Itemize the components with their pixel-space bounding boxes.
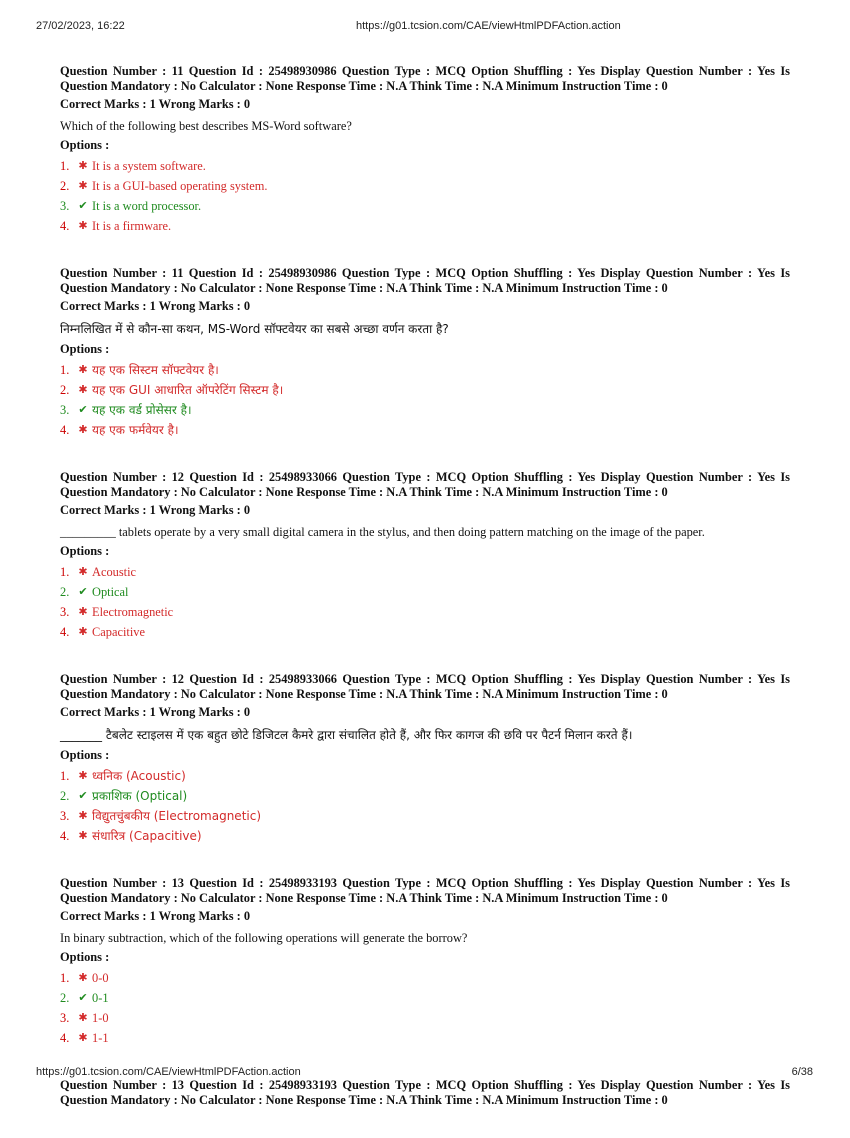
question-meta: Question Number : 13 Question Id : 25498933193 Question Type : MCQ Option Shuffling : Yes Display Question Number : Yes Is Question Mandatory : No Calculator : None Response Time : N.A Think Time : N.A Minimum Instruction Time : 0 [60, 1078, 790, 1107]
option-text: ध्वनिक (Acoustic) [92, 769, 186, 783]
cross-icon: ✱ [78, 364, 88, 376]
cross-icon: ✱ [78, 830, 88, 842]
page-header [0, 20, 850, 34]
option-item [60, 968, 790, 988]
option-number: 3. [60, 403, 70, 417]
option-text: Electromagnetic [92, 605, 174, 619]
options-label: Options : [60, 544, 110, 558]
cross-icon: ✱ [78, 384, 88, 396]
option-item [60, 582, 790, 602]
option-item [60, 562, 790, 582]
cross-icon: ✱ [78, 220, 88, 232]
option-text: Capacitive [92, 625, 145, 639]
option-item [60, 806, 790, 826]
option-text: 0-0 [92, 971, 109, 985]
option-item [60, 602, 790, 622]
option-number: 4. [60, 625, 70, 639]
option-item [60, 420, 790, 440]
question-marks: Correct Marks : 1 Wrong Marks : 0 [60, 909, 251, 923]
question-block [60, 876, 790, 1048]
option-number: 2. [60, 383, 70, 397]
option-text: Optical [92, 585, 129, 599]
option-text: It is a firmware. [92, 219, 172, 233]
option-item [60, 786, 790, 806]
option-item [60, 988, 790, 1008]
question-block [60, 64, 790, 236]
option-number: 1. [60, 565, 70, 579]
option-text: यह एक सिस्टम सॉफ्टवेयर है। [92, 363, 219, 377]
check-icon: ✔ [78, 790, 88, 802]
option-text: 1-0 [92, 1011, 109, 1025]
page-url: https://g01.tcsion.com/CAE/viewHtmlPDFAction.action [356, 20, 621, 32]
question-text: _______ टैबलेट स्टाइलस में एक बहुत छोटे डिजिटल कैमरे द्वारा संचालित होते हैं, और फिर कागज की छवि पर पैटर्न मिलान करते हैं। [60, 728, 633, 742]
cross-icon: ✱ [78, 180, 88, 192]
option-text: संधारित्र (Capacitive) [92, 829, 202, 843]
option-number: 2. [60, 789, 70, 803]
cross-icon: ✱ [78, 810, 88, 822]
question-meta: Question Number : 13 Question Id : 25498933193 Question Type : MCQ Option Shuffling : Yes Display Question Number : Yes Is Question Mandatory : No Calculator : None Response Time : N.A Think Time : N.A Minimum Instruction Time : 0 [60, 876, 790, 905]
option-item [60, 826, 790, 846]
footer-url: https://g01.tcsion.com/CAE/viewHtmlPDFAction.action [36, 1066, 301, 1078]
option-number: 4. [60, 1031, 70, 1045]
option-item [60, 766, 790, 786]
option-text: Acoustic [92, 565, 137, 579]
cross-icon: ✱ [78, 424, 88, 436]
option-item [60, 622, 790, 642]
question-block [60, 1078, 790, 1108]
options-label: Options : [60, 138, 110, 152]
option-number: 3. [60, 605, 70, 619]
question-text: निम्नलिखित में से कौन-सा कथन, MS-Word सॉफ्टवेयर का सबसे अच्छा वर्णन करता है? [60, 322, 449, 336]
cross-icon: ✱ [78, 626, 88, 638]
check-icon: ✔ [78, 586, 88, 598]
option-number: 2. [60, 179, 70, 193]
option-text: यह एक वर्ड प्रोसेसर है। [92, 403, 192, 417]
question-text: _________ tablets operate by a very small digital camera in the stylus, and then doing pattern matching on the image of the paper. [60, 525, 705, 539]
cross-icon: ✱ [78, 972, 88, 984]
option-item [60, 360, 790, 380]
options-label: Options : [60, 748, 110, 762]
cross-icon: ✱ [78, 1032, 88, 1044]
option-text: It is a GUI-based operating system. [92, 179, 268, 193]
cross-icon: ✱ [78, 566, 88, 578]
page-number: 6/38 [791, 1066, 813, 1078]
option-number: 2. [60, 991, 70, 1005]
options-label: Options : [60, 342, 110, 356]
option-number: 1. [60, 769, 70, 783]
question-marks: Correct Marks : 1 Wrong Marks : 0 [60, 299, 251, 313]
option-item [60, 1028, 790, 1048]
option-item [60, 380, 790, 400]
option-number: 3. [60, 1011, 70, 1025]
option-item [60, 156, 790, 176]
cross-icon: ✱ [78, 1012, 88, 1024]
option-number: 4. [60, 219, 70, 233]
question-block [60, 672, 790, 846]
option-number: 1. [60, 363, 70, 377]
question-block [60, 266, 790, 440]
question-marks: Correct Marks : 1 Wrong Marks : 0 [60, 705, 251, 719]
option-number: 3. [60, 199, 70, 213]
cross-icon: ✱ [78, 770, 88, 782]
question-marks: Correct Marks : 1 Wrong Marks : 0 [60, 97, 251, 111]
print-datetime: 27/02/2023, 16:22 [36, 20, 125, 32]
option-item [60, 196, 790, 216]
option-number: 4. [60, 423, 70, 437]
question-meta: Question Number : 12 Question Id : 25498933066 Question Type : MCQ Option Shuffling : Yes Display Question Number : Yes Is Question Mandatory : No Calculator : None Response Time : N.A Think Time : N.A Minimum Instruction Time : 0 [60, 470, 790, 499]
question-text: In binary subtraction, which of the following operations will generate the borrow? [60, 931, 468, 945]
cross-icon: ✱ [78, 160, 88, 172]
check-icon: ✔ [78, 992, 88, 1004]
cross-icon: ✱ [78, 606, 88, 618]
question-meta: Question Number : 11 Question Id : 25498930986 Question Type : MCQ Option Shuffling : Yes Display Question Number : Yes Is Question Mandatory : No Calculator : None Response Time : N.A Think Time : N.A Minimum Instruction Time : 0 [60, 266, 790, 295]
check-icon: ✔ [78, 404, 88, 416]
option-text: It is a word processor. [92, 199, 202, 213]
question-block [60, 470, 790, 642]
option-item [60, 400, 790, 420]
option-number: 1. [60, 159, 70, 173]
question-meta: Question Number : 11 Question Id : 25498930986 Question Type : MCQ Option Shuffling : Yes Display Question Number : Yes Is Question Mandatory : No Calculator : None Response Time : N.A Think Time : N.A Minimum Instruction Time : 0 [60, 64, 790, 93]
option-number: 2. [60, 585, 70, 599]
option-number: 3. [60, 809, 70, 823]
option-item [60, 176, 790, 196]
option-item [60, 216, 790, 236]
option-text: यह एक GUI आधारित ऑपरेटिंग सिस्टम है। [92, 383, 284, 397]
option-text: 1-1 [92, 1031, 109, 1045]
option-text: प्रकाशिक (Optical) [92, 789, 188, 803]
options-label: Options : [60, 950, 110, 964]
option-text: It is a system software. [92, 159, 206, 173]
question-marks: Correct Marks : 1 Wrong Marks : 0 [60, 503, 251, 517]
option-item [60, 1008, 790, 1028]
option-text: 0-1 [92, 991, 109, 1005]
page-footer [0, 1066, 850, 1080]
question-list [60, 64, 790, 1138]
option-text: विद्युतचुंबकीय (Electromagnetic) [92, 809, 262, 823]
option-number: 4. [60, 829, 70, 843]
question-meta: Question Number : 12 Question Id : 25498933066 Question Type : MCQ Option Shuffling : Yes Display Question Number : Yes Is Question Mandatory : No Calculator : None Response Time : N.A Think Time : N.A Minimum Instruction Time : 0 [60, 672, 790, 701]
check-icon: ✔ [78, 200, 88, 212]
option-number: 1. [60, 971, 70, 985]
question-text: Which of the following best describes MS-Word software? [60, 119, 352, 133]
option-text: यह एक फर्मवेयर है। [92, 423, 179, 437]
